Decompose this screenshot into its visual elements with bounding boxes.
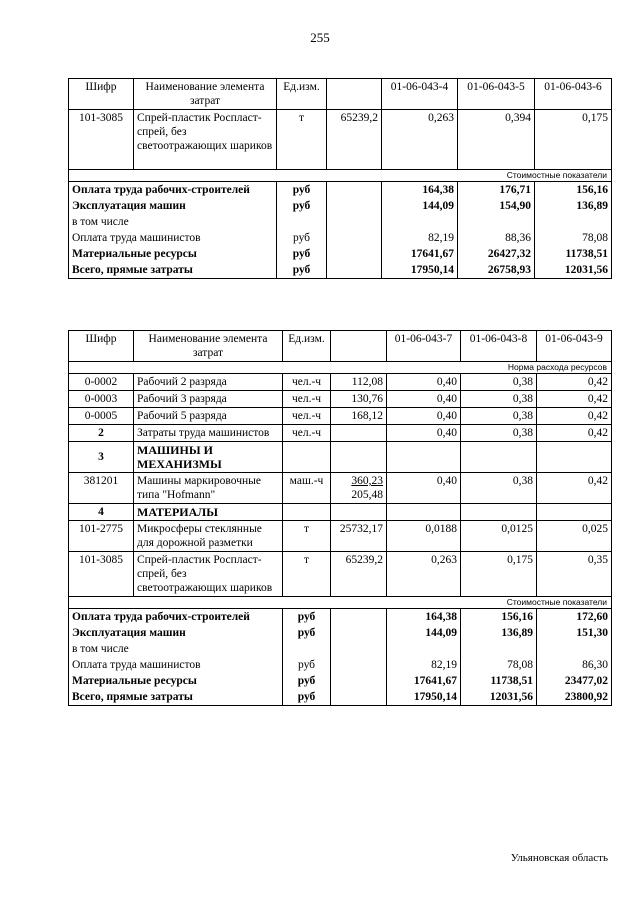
header-code: Шифр xyxy=(69,79,134,110)
cost-table-1 xyxy=(68,78,612,279)
table-row: 3 МАШИНЫ И МЕХАНИЗМЫ xyxy=(69,442,612,473)
table-row: 101-3085 Спрей-пластик Роспласт-спрей, без светоотражающих шариков т 65239,2 0,263 0,175 0,35 xyxy=(69,552,612,597)
header-col-3: 01-06-043-9 xyxy=(537,331,612,362)
machine-price-bottom: 205,48 xyxy=(351,489,383,501)
cost-row: Оплата труда машинистов руб 82,19 78,08 86,30 xyxy=(69,657,612,673)
header-name: Наименование элемента затрат xyxy=(134,331,283,362)
header-col-2: 01-06-043-8 xyxy=(461,331,537,362)
table-header-row xyxy=(69,79,612,110)
cost-table-2 xyxy=(68,330,612,706)
table-row: 0-0002 Рабочий 2 разряда чел.-ч 112,08 0,40 0,38 0,42 xyxy=(69,374,612,391)
cost-row: в том числе xyxy=(69,641,612,657)
cost-row: Материальные ресурсы руб 17641,67 11738,51 23477,02 xyxy=(69,673,612,689)
header-unit: Ед.изм. xyxy=(283,331,331,362)
header-col-3: 01-06-043-6 xyxy=(535,79,612,110)
header-col-1: 01-06-043-7 xyxy=(387,331,461,362)
machine-price-top: 360,23 xyxy=(351,475,383,487)
table-row: 2 Затраты труда машинистов чел.-ч 0,40 0,38 0,42 xyxy=(69,425,612,442)
table-row: 0-0003 Рабочий 3 разряда чел.-ч 130,76 0,40 0,38 0,42 xyxy=(69,391,612,408)
table-row: 4 МАТЕРИАЛЫ xyxy=(69,504,612,521)
header-name: Наименование элемента затрат xyxy=(134,79,277,110)
cost-note-row xyxy=(69,170,612,182)
cost-note-row xyxy=(69,597,612,609)
cost-row: Оплата труда рабочих-строителей руб 164,38 156,16 172,60 xyxy=(69,609,612,626)
page-number: 255 xyxy=(310,30,330,45)
norm-note: Норма расхода ресурсов xyxy=(69,362,612,374)
cost-row: в том числе xyxy=(69,214,612,230)
header-col-2: 01-06-043-5 xyxy=(458,79,535,110)
header-code: Шифр xyxy=(69,331,134,362)
cost-note: Стоимостные показатели xyxy=(69,597,612,609)
table-row: 101-2775 Микросферы стеклянные для дорожной разметки т 25732,17 0,0188 0,0125 0,025 xyxy=(69,521,612,552)
table-row: 0-0005 Рабочий 5 разряда чел.-ч 168,12 0,40 0,38 0,42 xyxy=(69,408,612,425)
header-col-1: 01-06-043-4 xyxy=(382,79,458,110)
cost-row: Эксплуатация машин руб 144,09 154,90 136,89 xyxy=(69,198,612,214)
cost-row: Оплата труда машинистов руб 82,19 88,36 78,08 xyxy=(69,230,612,246)
cost-row: Всего, прямые затраты руб 17950,14 12031,56 23800,92 xyxy=(69,689,612,706)
table-row: 101-3085 Спрей-пластик Роспласт-спрей, без светоотражающих шариков т 65239,2 0,263 0,394 0,175 xyxy=(69,110,612,170)
cost-row: Всего, прямые затраты руб 17950,14 26758,93 12031,56 xyxy=(69,262,612,279)
header-price xyxy=(331,331,387,362)
cost-row: Материальные ресурсы руб 17641,67 26427,32 11738,51 xyxy=(69,246,612,262)
header-unit: Ед.изм. xyxy=(277,79,327,110)
cost-row: Оплата труда рабочих-строителей руб 164,38 176,71 156,16 xyxy=(69,182,612,199)
footer-region: Ульяновская область xyxy=(510,852,608,864)
table-row: 381201 Машины маркировочные типа "Hofmann" маш.-ч 360,23 205,48 0,40 0,38 0,42 xyxy=(69,473,612,504)
header-price xyxy=(327,79,382,110)
norm-note-row xyxy=(69,362,612,374)
table-header-row xyxy=(69,331,612,362)
cost-row: Эксплуатация машин руб 144,09 136,89 151,30 xyxy=(69,625,612,641)
cost-note: Стоимостные показатели xyxy=(69,170,612,182)
